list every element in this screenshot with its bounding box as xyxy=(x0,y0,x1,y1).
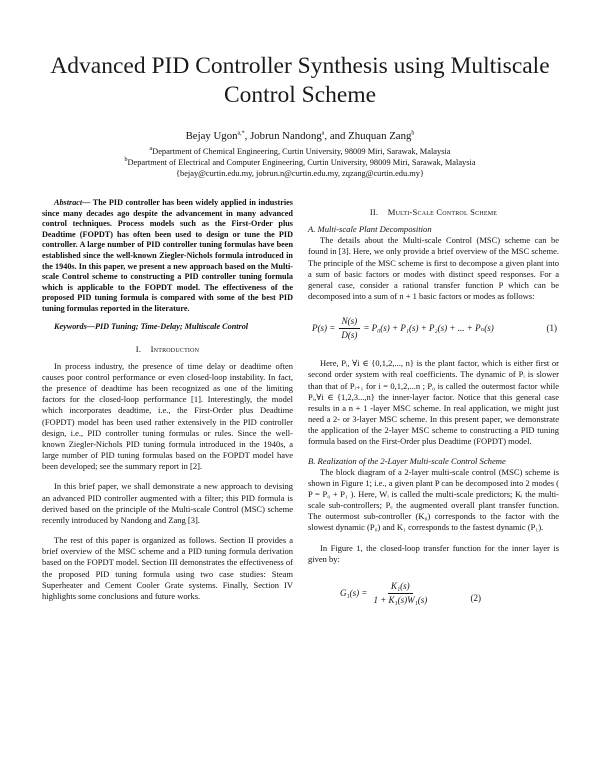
fraction-denominator: 1 + K₁(s)W₁(s) xyxy=(373,595,428,606)
affiliation-mark: b xyxy=(124,157,128,164)
affiliation-a xyxy=(40,146,560,157)
keywords: Keywords—PID Tuning; Time-Delay; Multiscale Control xyxy=(54,321,249,331)
msc-paragraph-4: In Figure 1, the closed-loop transfer function for the inner layer is given by: xyxy=(308,542,559,564)
equation-lhs: G₁(s) = xyxy=(340,587,368,598)
fraction-numerator: K₁(s) xyxy=(388,581,413,594)
section-heading-introduction xyxy=(42,344,293,355)
author-name: Zhuquan Zang xyxy=(348,130,412,142)
msc-paragraph-3: The block diagram of a 2-layer multi-scale control (MSC) scheme is shown in Figure 1; i.e., a given plant P can be decomposed into 2 modes ( P = P₀ + P₁ ). Here, Wᵢ is called the multi-scale predictors; Kᵢ the multi-scale sub-controllers; Pₑ the augmented overall plant transfer function. The outermost sub-controller (K₀) corresponds to the factor with the slowest dynamic (P₀) and K₁ corresponds to the fastest dynamic (P₁). xyxy=(308,466,559,533)
left-column xyxy=(42,198,293,602)
msc-paragraph-2: Here, Pᵢ, ∀i ∈ {0,1,2,..., n} is the plant factor, which is either first or second order system with real coefficients. The dynamic of Pᵢ is slower than that of Pᵢ₊₁ for i = 0,1,2,...n ; P₀ is called the outermost factor while Pᵢ,∀i ∈ {1,2,3...,n} the inner-layer factor. Notice that this general case results in a n + 1 -layer MSC scheme. In real application, we might just need a 2- or 3-layer MSC scheme. In this present paper, we demonstrate the application of the 2-layer MSC scheme to constructing a PID tuning formula based on the First-Order plus Deadtime (FOPDT) model. xyxy=(308,358,559,447)
author-affiliation-mark: a,* xyxy=(237,130,245,137)
fraction-denominator: D(s) xyxy=(341,330,358,341)
author-affiliation-mark: b xyxy=(411,130,415,137)
author-name: Jobrun Nandong xyxy=(250,130,322,142)
intro-paragraph-3: The rest of this paper is organized as follows. Section II provides a brief overview of the MSC scheme and a PID tuning formula derivation based on the FOPDT model. Section III demonstrates the effectiveness of the proposed PID tuning formula using two case studies: Steam Superheater and Cement Cooler Grate systems. Finally, Section IV highlights some conclusions and future works. xyxy=(42,535,293,601)
intro-paragraph-1: In process industry, the presence of time delay or deadtime often causes poor control performance or even closed-loop instability. In fact, the presence of deadtime has been recognized as one of the limiting factors for the closed-loop performance [1]. Interestingly, the model which incorporates deadtime, i.e., the First-Order plus Deadtime (FOPDT) model has been used rather extensively in the PID controller design, i.e., PID controller tuning formulas or rules. Since the well-known Ziegler-Nichols PID tuning formula introduced in the 1940s, a large number of PID tuning formulas based on the FOPDT model have been developed; see the summary report in [2]. xyxy=(42,360,293,472)
section-title: Multi-Scale Control Scheme xyxy=(387,207,498,217)
paper-title: Advanced PID Controller Synthesis using Multiscale Control Scheme xyxy=(50,53,550,108)
equation-rhs: = P₀(s) + P₁(s) + P₂(s) + ... + Pₙ(s) xyxy=(363,323,494,334)
equation-2 xyxy=(308,579,559,625)
subsection-heading-b: B. Realization of the 2-Layer Multi-scale Control Scheme xyxy=(308,455,506,466)
author-affiliation-mark: a xyxy=(321,130,325,137)
affiliation-text: Department of Chemical Engineering, Curtin University, 98009 Miri, Sarawak, Malaysia xyxy=(152,147,451,156)
subsection-heading-a: A. Multi-scale Plant Decomposition xyxy=(308,224,432,235)
abstract xyxy=(42,198,293,315)
equation-number: (2) xyxy=(470,592,481,603)
abstract-text: The PID controller has been widely applied in industries since many decades ago despite the advancement in many advanced control techniques. Process models such as the First-Order plus Deadtime (FOPDT) has often been used to design or tune the PID controller. A large number of PID controller tuning formulas have been established since the well-known Ziegler-Nichols formula introduced in the 1940s. In this paper, we present a new approach based on the Multi-scale Control scheme to constructing a PID controller tuning formula which is applicable to the FOPDT model. The effectiveness of the proposed PID tuning formula is compared with some of the best PID tuning formulas reported in the literature. xyxy=(42,198,293,313)
equation-fraction xyxy=(370,581,430,606)
msc-paragraph-1: The details about the Multi-scale Control (MSC) scheme can be found in [3]. Here, we only provide a brief overview of the MSC scheme. The principle of the MSC scheme is first to decompose a given plant into a sum of basic factors or modes with distinct speed responses. For a general case, consider a rational transfer function P which can be decomposed into a sum of n + 1 basic factors or modes as follows: xyxy=(308,235,559,302)
section-title: Introduction xyxy=(150,343,200,354)
section-number: II. xyxy=(369,207,379,217)
author-separator: , and xyxy=(324,130,349,142)
affiliation-b xyxy=(40,157,560,168)
affiliation-mark: a xyxy=(149,146,153,153)
abstract-lead: Abstract— xyxy=(54,198,91,207)
intro-paragraph-2: In this brief paper, we shall demonstrate a new approach to devising an advanced PID controller augmented with a filter; this PID formula is derived based on the principle of the Multi-scale Control (MSC) scheme recently introduced by Nandong and Zang [3]. xyxy=(42,481,293,525)
equation-number: (1) xyxy=(546,323,557,334)
equation-1 xyxy=(308,312,559,350)
author-name: Bejay Ugon xyxy=(185,130,238,142)
section-number: I. xyxy=(135,343,142,354)
right-column xyxy=(308,198,559,633)
affiliation-text: Department of Electrical and Computer Engineering, Curtin University, 98009 Miri, Sarawak, Malaysia xyxy=(127,158,476,167)
equation-lhs: P(s) = xyxy=(312,323,336,334)
section-heading-msc xyxy=(308,207,559,218)
author-separator: , xyxy=(244,130,251,142)
author-line xyxy=(40,130,560,143)
fraction-numerator: N(s) xyxy=(339,316,361,329)
author-emails: {bejay@curtin.edu.my, jobrun.n@curtin.edu.my, zqzang@curtin.edu.my} xyxy=(175,169,424,178)
equation-fraction xyxy=(338,316,360,341)
